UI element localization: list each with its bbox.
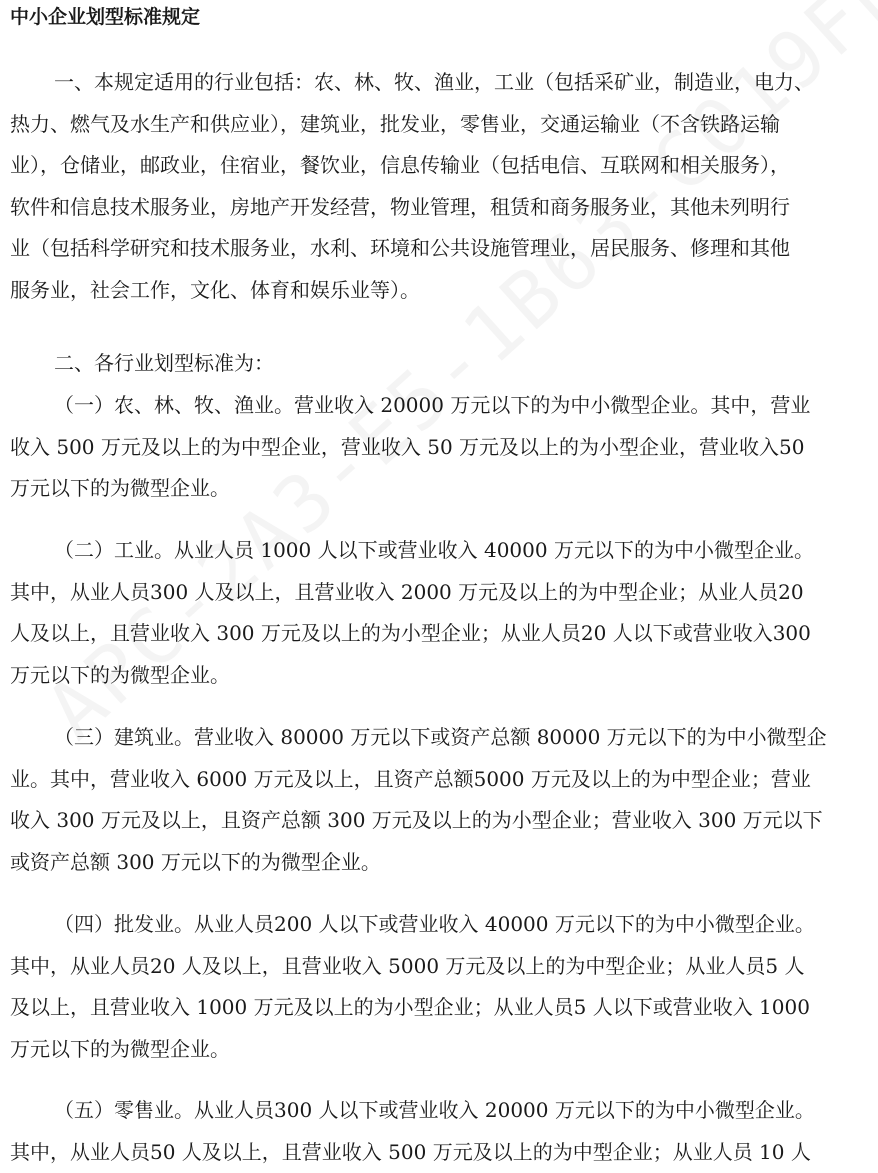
paragraph-line: 万元以下的为微型企业。 [0,655,878,697]
paragraph-line: （四）批发业。从业人员200 人以下或营业收入 40000 万元以下的为中小微型企业。 [0,904,878,946]
paragraph-line: 业。其中，营业收入 6000 万元及以上，且资产总额5000 万元及以上的为中型企业；营业 [0,759,878,801]
document-title: 中小企业划型标准规定 [10,4,200,30]
paragraph-line: （二）工业。从业人员 1000 人以下或营业收入 40000 万元以下的为中小微型企业。 [0,530,878,572]
paragraph-line: 热力、燃气及水生产和供应业），建筑业，批发业，零售业，交通运输业（不含铁路运输 [0,104,878,146]
paragraph [0,717,878,883]
paragraph-line: （三）建筑业。营业收入 80000 万元以下或资产总额 80000 万元以下的为中小微型企 [0,717,878,759]
paragraph-line: 万元以下的为微型企业。 [0,1029,878,1071]
paragraph-line: （五）零售业。从业人员300 人以下或营业收入 20000 万元以下的为中小微型企业。 [0,1090,878,1132]
paragraph-line: 收入 500 万元及以上的为中型企业，营业收入 50 万元及以上的为小型企业，营业收入50 [0,427,878,469]
paragraph-line: 服务业，社会工作，文化、体育和娱乐业等）。 [0,270,878,312]
paragraph-line: 收入 300 万元及以上，且资产总额 300 万元及以上的为小型企业；营业收入 300 万元以下 [0,800,878,842]
paragraph-line: 一、本规定适用的行业包括：农、林、牧、渔业，工业（包括采矿业，制造业，电力、 [0,62,878,104]
paragraph [0,530,878,696]
paragraph-line: （一）农、林、牧、渔业。营业收入 20000 万元以下的为中小微型企业。其中，营业 [0,385,878,427]
paragraph-line: 业（包括科学研究和技术服务业，水利、环境和公共设施管理业，居民服务、修理和其他 [0,228,878,270]
paragraph-line: 二、各行业划型标准为： [0,343,878,385]
paragraph-line: 人及以上，且营业收入 300 万元及以上的为小型企业；从业人员20 人以下或营业收入300 [0,613,878,655]
paragraph-line: 或资产总额 300 万元以下的为微型企业。 [0,842,878,884]
paragraph [0,1090,878,1173]
paragraph-line: 软件和信息技术服务业，房地产开发经营，物业管理，租赁和商务服务业，其他未列明行 [0,187,878,229]
paragraph [0,62,878,311]
paragraph-line: 其中，从业人员20 人及以上，且营业收入 5000 万元及以上的为中型企业；从业人员5 人 [0,946,878,988]
paragraph [0,904,878,1070]
paragraph-line: 万元以下的为微型企业。 [0,468,878,510]
paragraph-line: 业），仓储业，邮政业，住宿业，餐饮业，信息传输业（包括电信、互联网和相关服务）， [0,145,878,187]
paragraph [0,343,878,385]
paragraph-line: 及以上，且营业收入 1000 万元及以上的为小型企业；从业人员5 人以下或营业收入 1000 [0,987,878,1029]
paragraph [0,385,878,510]
paragraph-line: 其中，从业人员300 人及以上，且营业收入 2000 万元及以上的为中型企业；从业人员20 [0,572,878,614]
paragraph-line: 其中，从业人员50 人及以上，且营业收入 500 万元及以上的为中型企业；从业人员 10 人 [0,1132,878,1173]
